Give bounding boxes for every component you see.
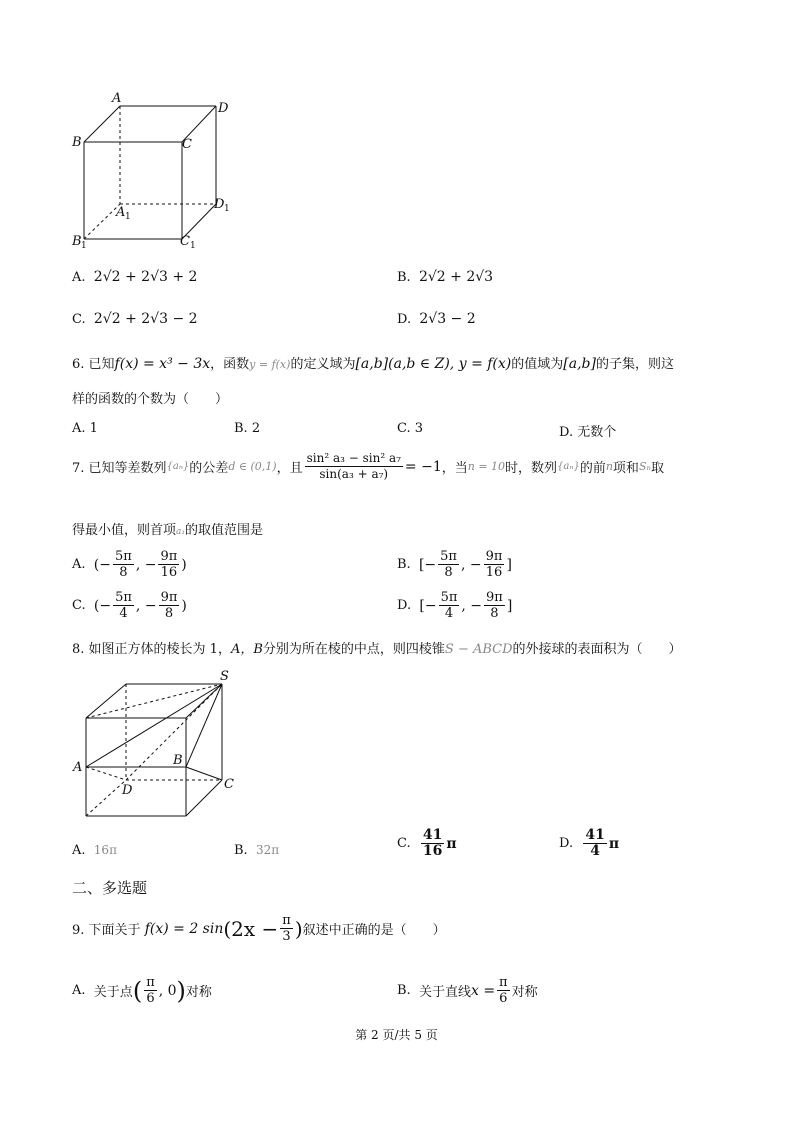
label-B1: B (72, 234, 82, 249)
q7-option-b: B. [− $\frac{5\pi}{8}$ , − $\frac{9\pi}{16}$ ] (397, 549, 512, 580)
svg-text:1: 1 (224, 204, 230, 214)
label-D: D (218, 101, 229, 116)
label-S: S (220, 669, 229, 684)
q8-option-b: B. 32π (234, 843, 280, 858)
q9-option-a: A. 关于点 ( $\frac{\pi}{6}$ , 0 ) 对称 (72, 975, 212, 1006)
label-D: D (122, 783, 133, 798)
q6-stem-line2: 样的函数的个数为（ ） (72, 392, 229, 407)
label-C1: C (180, 234, 190, 249)
label-C: C (182, 137, 192, 152)
q9-option-b: B. 关于直线 x = $\frac{\pi}{6}$ 对称 (397, 975, 538, 1006)
q6-stem-line1: 6. 已知f(x) = x³ − 3x，函数y = f(x)的定义域为[a,b](a,b ∈ Z), y = f(x)的值域为[a,b]的子集，则这 (72, 356, 674, 372)
cube-figure-1 (60, 88, 260, 258)
q7-option-a: A. (− $\frac{5\pi}{8}$ , − $\frac{9\pi}{16}$ ) (72, 549, 187, 580)
q8-option-a: A. 16π (72, 843, 117, 858)
q8-stem: 8. 如图正方体的棱长为 1，A，B分别为所在棱的中点，则四棱锥S − ABCD的外接球的表面积为（ ） (72, 642, 682, 657)
svg-text:1: 1 (190, 241, 196, 251)
q5-option-a: A. 2√2 + 2√3 + 2 (72, 269, 198, 285)
section-heading-multiple-choice: 二、多选题 (72, 879, 148, 897)
q6-option-c: C. 3 (397, 421, 424, 436)
q5-option-d: D. 2√3 − 2 (397, 311, 476, 327)
q7-stem-line1: 7. 已知等差数列 {aₙ} 的公差 d ∈ (0,1) ，且 $\frac{\text{sin² a₃ − sin² a₇}}{\text{sin(a₃ + a₇)}}$ = −1 ，当 n = 10 时，数列 {aₙ} 的前 n 项和 Sₙ 取 (72, 451, 664, 481)
q5-option-c: C. 2√2 + 2√3 − 2 (72, 311, 198, 327)
q7-stem-line2: 得最小值，则首项a₁的取值范围是 (72, 523, 264, 538)
svg-text:1: 1 (81, 241, 87, 251)
q8-option-c: C. $\frac{41}{16}$ π (397, 827, 457, 859)
label-A1: A (116, 205, 126, 220)
label-B: B (173, 753, 183, 768)
cube-figure-2 (70, 668, 250, 823)
label-B: B (72, 135, 82, 150)
label-D1: D (214, 197, 225, 212)
q5-option-b: B. 2√2 + 2√3 (397, 269, 494, 285)
q9-stem: 9. 下面关于 f(x) = 2 sin (2x − $\frac{\pi}{3}$ ) 叙述中正确的是（ ） (72, 913, 446, 944)
q8-option-d: D. $\frac{41}{4}$ π (559, 827, 620, 859)
svg-text:1: 1 (125, 212, 131, 222)
q7-option-c: C. (− $\frac{5\pi}{4}$ , − $\frac{9\pi}{8}$ ) (72, 590, 187, 621)
q6-option-d: D. 无数个 (559, 425, 617, 440)
q6-option-a: A. 1 (72, 421, 98, 436)
label-A: A (112, 91, 122, 106)
q7-option-d: D. [− $\frac{5\pi}{4}$ , − $\frac{9\pi}{8}$ ] (397, 590, 513, 621)
label-C: C (224, 777, 234, 792)
label-A: A (73, 760, 83, 775)
page-footer: 第 2 页/共 5 页 (355, 1028, 438, 1042)
q6-option-b: B. 2 (234, 421, 261, 436)
